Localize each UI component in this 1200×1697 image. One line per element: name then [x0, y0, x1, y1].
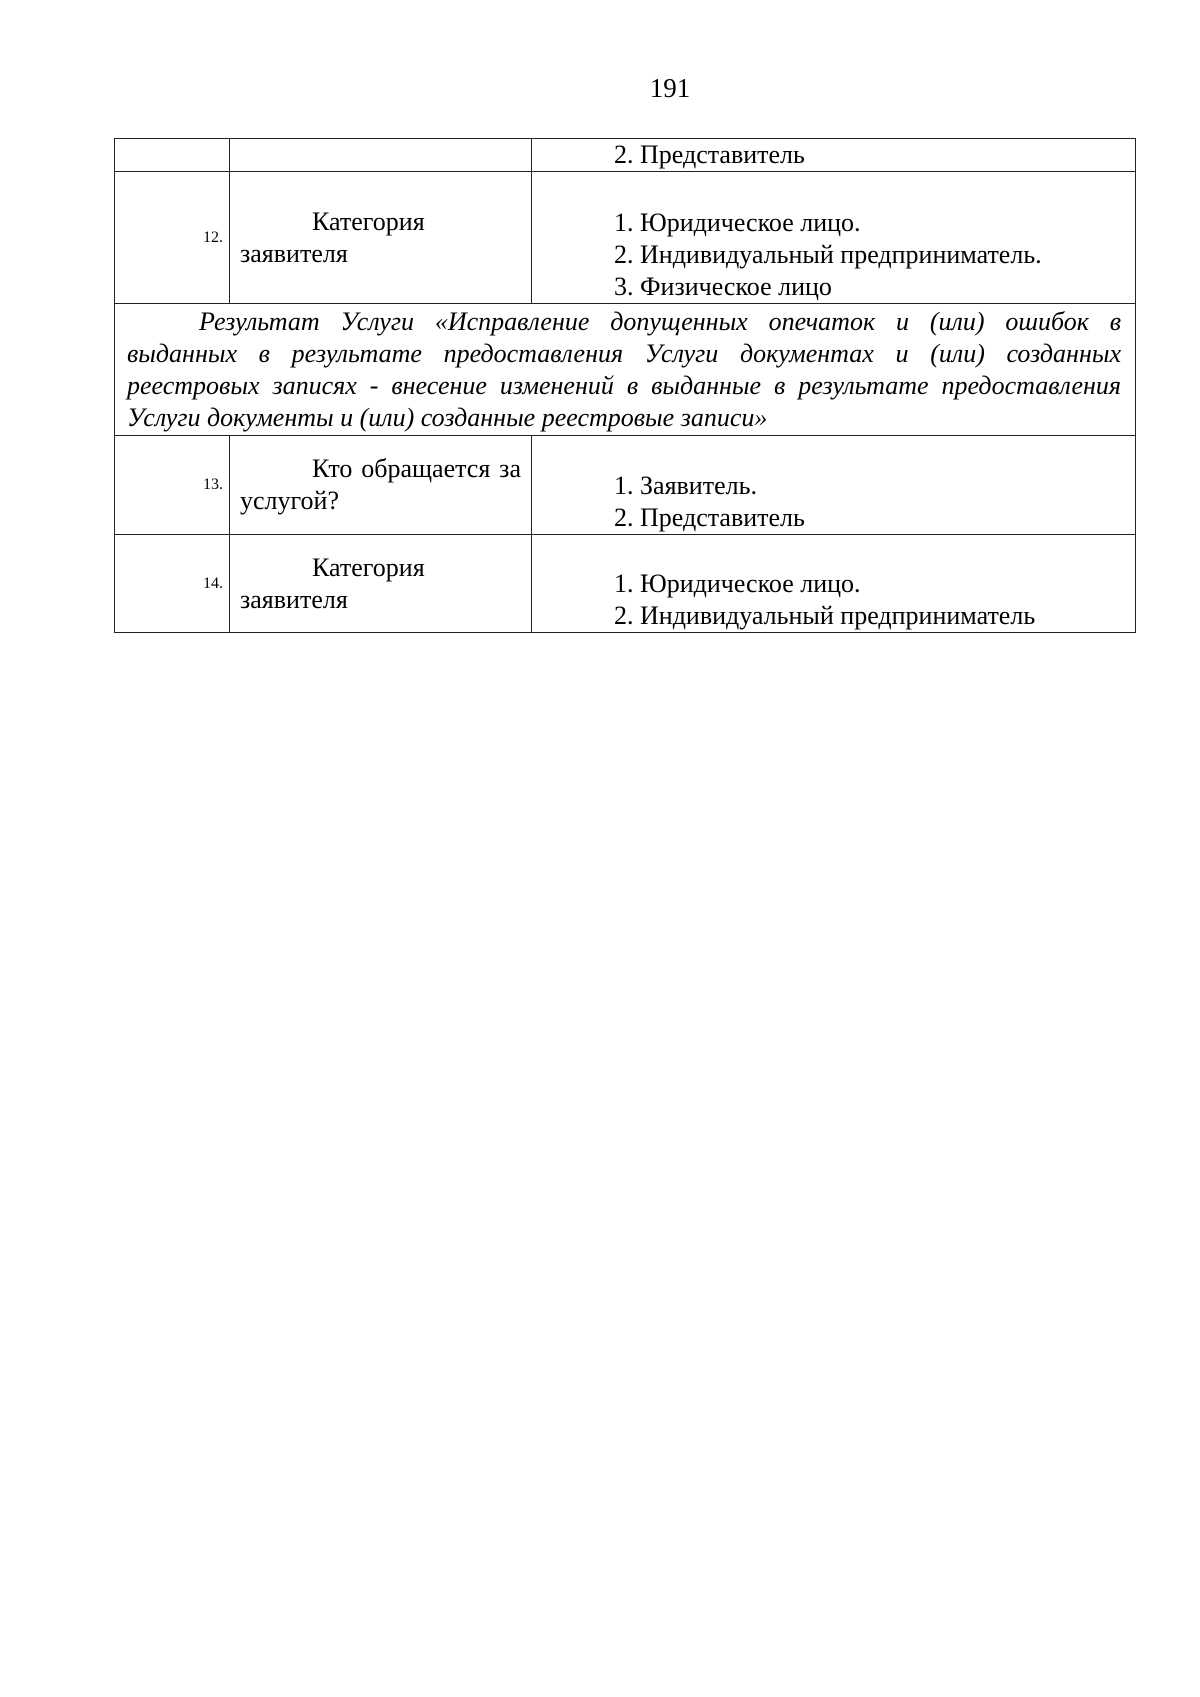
row-label — [230, 436, 532, 535]
row-number: 12. — [115, 172, 230, 304]
value-cell — [532, 172, 1136, 304]
table-row-12 — [115, 172, 1136, 304]
row-label — [230, 172, 532, 304]
table-section-row — [115, 304, 1136, 436]
value-cell — [532, 535, 1136, 633]
section-heading: Результат Услуги «Исправление допущенных опечаток и (или) ошибок в выданных в результате предоставления Услуги документах и (или) созданных реестровых записях - внесение изменений в выданные в результате предоставления Услуги документы и (или) созданные реестровые записи» — [127, 306, 1121, 432]
row-label — [230, 535, 532, 633]
row-number: 14. — [115, 535, 230, 633]
list-item: 1. Заявитель. — [614, 471, 757, 500]
page-number: 191 — [649, 73, 691, 103]
list-item: 2. Индивидуальный предприниматель — [614, 601, 1036, 630]
table-row-14 — [115, 535, 1136, 633]
list-item: 2. Индивидуальный предприниматель. — [614, 240, 1042, 269]
row-label-text: Категория заявителя — [240, 552, 425, 614]
row-label-text: Кто обращается за услугой? — [240, 454, 521, 515]
value-cell — [532, 436, 1136, 535]
table-row-continuation — [115, 139, 1136, 172]
table-row-13 — [115, 436, 1136, 535]
value-cell — [532, 139, 1136, 172]
list-item: 2. Представитель — [614, 503, 805, 532]
row-number: 13. — [115, 436, 230, 535]
list-item: 2. Представитель — [614, 140, 805, 169]
number-cell — [115, 139, 230, 172]
list-item: 1. Юридическое лицо. — [614, 569, 861, 598]
section-heading-cell — [115, 304, 1136, 436]
label-cell — [230, 139, 532, 172]
list-item: 1. Юридическое лицо. — [614, 208, 861, 237]
service-table — [114, 138, 1136, 633]
list-item: 3. Физическое лицо — [614, 272, 832, 301]
row-label-text: Категория заявителя — [240, 206, 425, 268]
